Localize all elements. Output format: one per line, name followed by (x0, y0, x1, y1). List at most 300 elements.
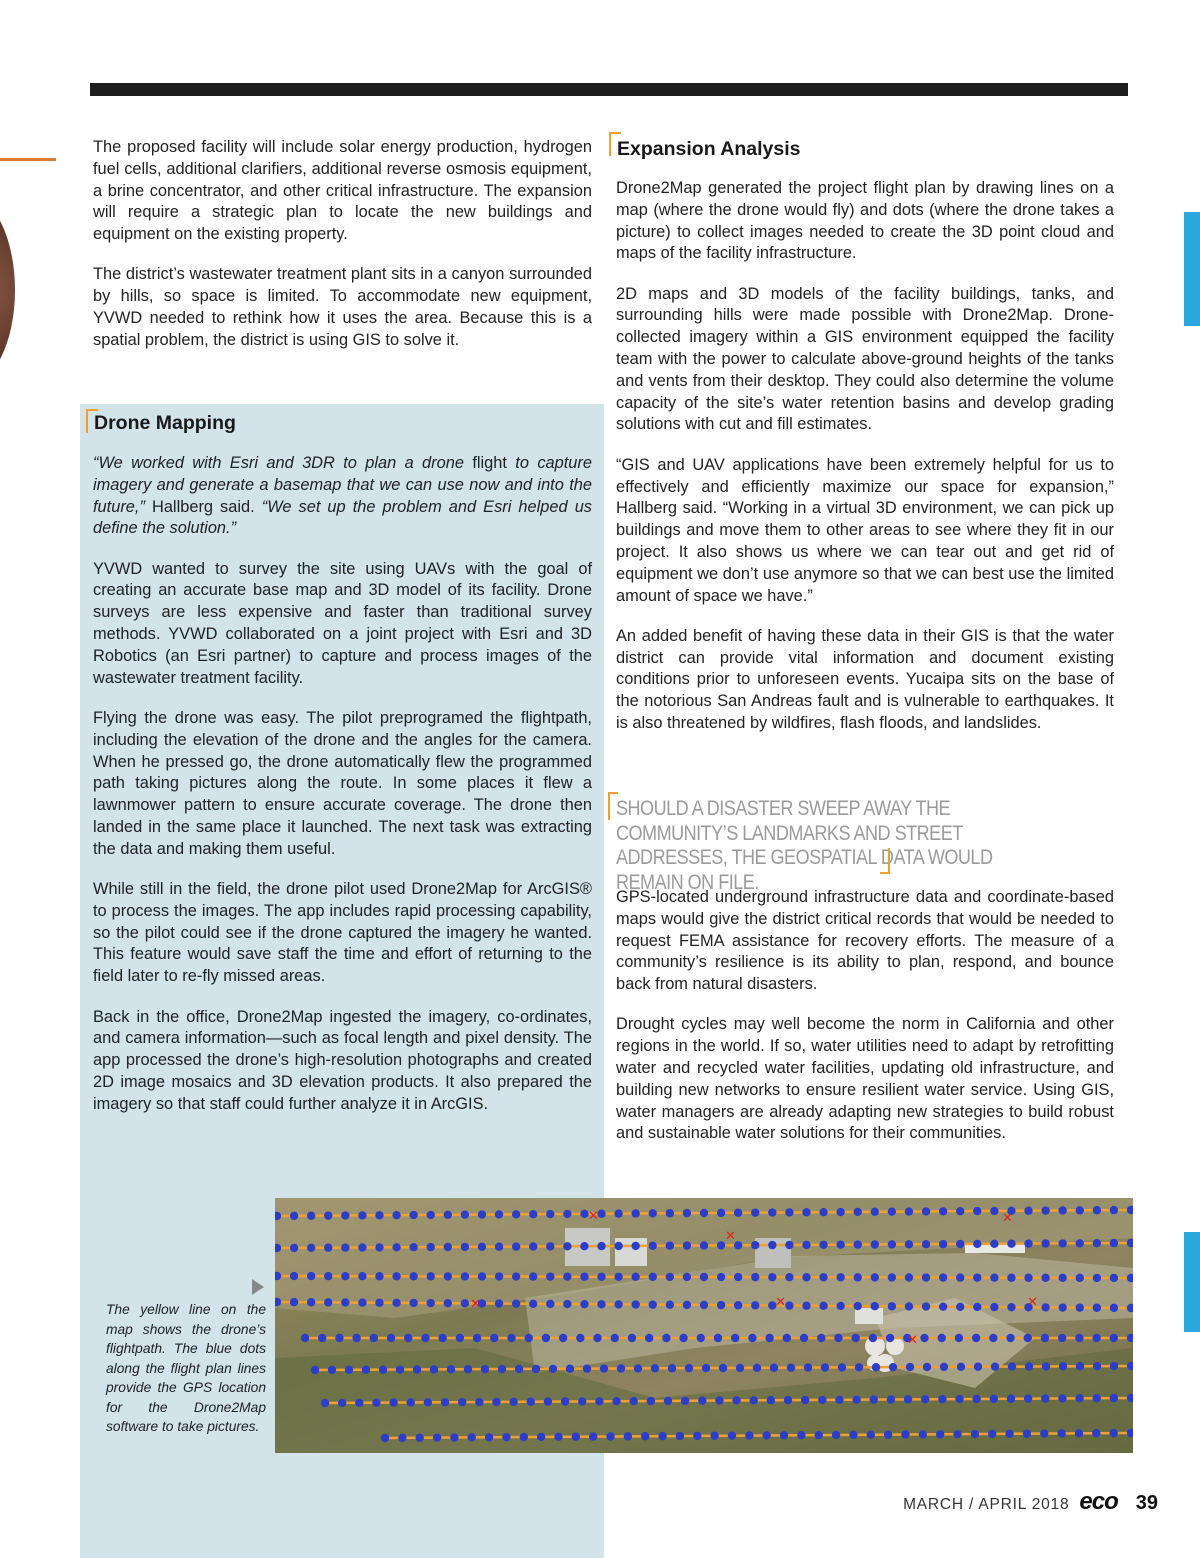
section-heading: Expansion Analysis (617, 138, 801, 160)
photo-dot (430, 1365, 438, 1373)
photo-dot (901, 1430, 909, 1438)
photo-dot (1075, 1394, 1083, 1402)
photo-dot (1058, 1334, 1066, 1342)
photo-dot (529, 1210, 537, 1218)
photo-dot (658, 1432, 666, 1440)
photo-dot (375, 1272, 383, 1280)
photo-dot (398, 1434, 406, 1442)
photo-dot (563, 1210, 571, 1218)
photo-dot (392, 1272, 400, 1280)
photo-dot (424, 1398, 432, 1406)
photo-dot (851, 1334, 859, 1342)
photo-dot (438, 1334, 446, 1342)
photo-dot (409, 1299, 417, 1307)
photo-dot (683, 1301, 691, 1309)
photo-dot (956, 1273, 964, 1281)
photo-dot (802, 1208, 810, 1216)
photo-dot (549, 1365, 557, 1373)
body-paragraph: YVWD wanted to survey the site using UAVs with the goal of creating an accurate base map and 3D model of its facility. Drone surveys are less expensive and faster than traditional survey methods. YVWD collaborated on a joint project with Esri and 3D Robotics (an Esri partner) to capture and process images of the wastewater treatment facility. (93, 559, 592, 687)
photo-dot (956, 1303, 964, 1311)
photo-dot (1110, 1334, 1118, 1342)
photo-dot (649, 1300, 657, 1308)
photo-dot (953, 1430, 961, 1438)
photo-dot (509, 1398, 517, 1406)
photo-dot (990, 1207, 998, 1215)
photo-dot (855, 1363, 863, 1371)
photo-dot (554, 1433, 562, 1441)
photo-dot (834, 1334, 842, 1342)
photo-dot (641, 1432, 649, 1440)
photo-dot (358, 1298, 366, 1306)
photo-dot (956, 1240, 964, 1248)
photo-dot (990, 1240, 998, 1248)
photo-dot (647, 1397, 655, 1405)
photo-dot (492, 1398, 500, 1406)
body-paragraph: 2D maps and 3D models of the facility buildings, tanks, and surrounding hills were made possible with Drone2Map. Drone-collected imagery within a GIS environment equipped the facility team with the power to calculate above-ground heights of the tanks and vents from their desktop. They could also determine the volume capacity of the site’s water retention basins and develop grading solutions with cut and fill estimates. (616, 284, 1114, 434)
photo-dot (566, 1365, 574, 1373)
photo-dot (341, 1211, 349, 1219)
photo-dot (854, 1302, 862, 1310)
photo-dot (301, 1334, 309, 1342)
photo-dot (1110, 1362, 1118, 1370)
photo-dot (736, 1364, 744, 1372)
photo-dot (1041, 1274, 1049, 1282)
photo-dot (409, 1211, 417, 1219)
photo-dot (649, 1273, 657, 1281)
photo-dot (631, 1209, 639, 1217)
photo-dot (715, 1396, 723, 1404)
photo-dot (989, 1334, 997, 1342)
photo-dot (498, 1365, 506, 1373)
photo-dot (515, 1365, 523, 1373)
photo-dot (679, 1334, 687, 1342)
photo-dot (1058, 1394, 1066, 1402)
caption-pointer-icon (252, 1279, 264, 1295)
photo-dot (1093, 1394, 1101, 1402)
photo-dot (409, 1243, 417, 1251)
photo-dot (666, 1273, 674, 1281)
photo-dot (624, 1432, 632, 1440)
photo-dot (307, 1272, 315, 1280)
photo-dot (767, 1396, 775, 1404)
photo-dot (1024, 1239, 1032, 1247)
photo-dot (1110, 1274, 1118, 1282)
photo-dot (854, 1273, 862, 1281)
photo-dot (886, 1334, 894, 1342)
photo-dot (872, 1363, 880, 1371)
photo-dot (512, 1272, 520, 1280)
photo-dot (887, 1395, 895, 1403)
top-rule (90, 83, 1128, 96)
photo-dot (512, 1242, 520, 1250)
photo-dot (328, 1366, 336, 1374)
photo-dot (370, 1334, 378, 1342)
photo-dot (768, 1273, 776, 1281)
photo-dot (546, 1300, 554, 1308)
photo-dot (1007, 1274, 1015, 1282)
photo-dot (1109, 1429, 1117, 1437)
photo-dot (710, 1432, 718, 1440)
sidebar-heading: Drone Mapping (94, 412, 236, 434)
orange-accent-rule (0, 158, 56, 161)
photo-dot (495, 1299, 503, 1307)
quote-attribution: Hallberg said. (144, 497, 262, 516)
photo-dot (956, 1207, 964, 1215)
photo-dot (753, 1364, 761, 1372)
photo-dot (751, 1208, 759, 1216)
waypoint-marker-icon: ✕ (588, 1209, 599, 1224)
photo-dot (906, 1363, 914, 1371)
photo-dot (495, 1210, 503, 1218)
quote-text: “We set up the problem and Esri helped us define the solution.” (93, 497, 593, 538)
photo-dot (512, 1299, 520, 1307)
page-footer (903, 1488, 1158, 1516)
photo-dot (802, 1241, 810, 1249)
photo-dot (1007, 1303, 1015, 1311)
section-tab-marker (1184, 212, 1200, 326)
photo-dot (375, 1211, 383, 1219)
photo-dot (447, 1365, 455, 1373)
photo-dot (324, 1244, 332, 1252)
photo-dot (1110, 1239, 1118, 1247)
photo-dot (780, 1431, 788, 1439)
quote-text: to capture imagery and generate a basemap that we can use now and into the future,” (93, 454, 592, 516)
photo-dot (1110, 1304, 1118, 1312)
photo-dot (854, 1208, 862, 1216)
photo-dot (542, 1334, 550, 1342)
photo-dot (821, 1363, 829, 1371)
photo-dot (525, 1334, 533, 1342)
photo-dot (375, 1243, 383, 1251)
photo-dot (502, 1433, 510, 1441)
photo-dot (938, 1395, 946, 1403)
photo-dot (559, 1334, 567, 1342)
photo-dot (664, 1397, 672, 1405)
photo-dot (988, 1430, 996, 1438)
photo-dot (922, 1302, 930, 1310)
photo-dot (572, 1433, 580, 1441)
photo-dot (889, 1363, 897, 1371)
photo-dot (698, 1396, 706, 1404)
photo-dot (819, 1241, 827, 1249)
photo-dot (765, 1334, 773, 1342)
photo-dot (870, 1395, 878, 1403)
photo-dot (396, 1365, 404, 1373)
photo-dot (478, 1210, 486, 1218)
photo-dot (444, 1299, 452, 1307)
photo-dot (955, 1334, 963, 1342)
photo-dot (797, 1431, 805, 1439)
photo-dot (631, 1242, 639, 1250)
photo-dot (495, 1272, 503, 1280)
photo-dot (990, 1395, 998, 1403)
photo-dot (444, 1211, 452, 1219)
photo-dot (884, 1430, 892, 1438)
photo-dot (971, 1430, 979, 1438)
photo-dot (311, 1366, 319, 1374)
photo-dot (520, 1433, 528, 1441)
photo-dot (1041, 1334, 1049, 1342)
photo-dot (441, 1398, 449, 1406)
photo-dot (1041, 1394, 1049, 1402)
photo-dot (1059, 1362, 1067, 1370)
photo-dot (905, 1273, 913, 1281)
aerial-map-image (275, 1198, 1133, 1453)
photo-dot (714, 1334, 722, 1342)
photo-dot (974, 1363, 982, 1371)
photo-dot (634, 1364, 642, 1372)
photo-dot (717, 1301, 725, 1309)
photo-dot (580, 1300, 588, 1308)
photo-dot (888, 1273, 896, 1281)
photo-dot (1040, 1429, 1048, 1437)
photo-dot (666, 1209, 674, 1217)
photo-dot (413, 1365, 421, 1373)
photo-dot (631, 1300, 639, 1308)
photo-dot (1076, 1239, 1084, 1247)
building (855, 1308, 883, 1324)
right-column-continued (616, 887, 1114, 1164)
photo-dot (450, 1433, 458, 1441)
photo-dot (290, 1212, 298, 1220)
photo-dot (324, 1211, 332, 1219)
photo-dot (475, 1398, 483, 1406)
waypoint-marker-icon: ✕ (775, 1295, 786, 1310)
photo-dot (355, 1399, 363, 1407)
photo-dot (700, 1241, 708, 1249)
body-paragraph: The district’s wastewater treatment plant sits in a canyon surrounded by hills, so space is limited. To accommodate new equipment, YVWD needed to rethink how it uses the area. Because this is a spatial problem, the district is using GIS to solve it. (93, 265, 592, 349)
photo-dot (649, 1242, 657, 1250)
photo-dot (785, 1301, 793, 1309)
photo-dot (817, 1334, 825, 1342)
magazine-logo: eco (1079, 1488, 1118, 1515)
photo-dot (836, 1302, 844, 1310)
photo-dot (936, 1430, 944, 1438)
photo-dot (1093, 1274, 1101, 1282)
photo-dot (920, 1334, 928, 1342)
photo-dot (1006, 1334, 1014, 1342)
photo-dot (478, 1243, 486, 1251)
photo-dot (372, 1398, 380, 1406)
photo-dot (427, 1243, 435, 1251)
photo-dot (341, 1272, 349, 1280)
photo-dot (1076, 1206, 1084, 1214)
photo-dot (611, 1334, 619, 1342)
photo-dot (338, 1399, 346, 1407)
photo-dot (415, 1434, 423, 1442)
photo-dot (666, 1242, 674, 1250)
photo-dot (464, 1365, 472, 1373)
photo-dot (583, 1364, 591, 1372)
photo-dot (849, 1431, 857, 1439)
photo-dot (1058, 1239, 1066, 1247)
photo-dot (871, 1302, 879, 1310)
photo-dot (973, 1240, 981, 1248)
photo-dot (561, 1397, 569, 1405)
photo-dot (1042, 1362, 1050, 1370)
photo-dot (444, 1243, 452, 1251)
photo-dot (307, 1298, 315, 1306)
photo-dot (1058, 1274, 1066, 1282)
photo-dot (700, 1273, 708, 1281)
photo-dot (358, 1272, 366, 1280)
photo-dot (404, 1334, 412, 1342)
photo-dot (578, 1397, 586, 1405)
photo-dot (832, 1431, 840, 1439)
photo-dot (352, 1334, 360, 1342)
photo-dot (1007, 1240, 1015, 1248)
photo-dot (628, 1334, 636, 1342)
photo-dot (717, 1209, 725, 1217)
photo-dot (589, 1432, 597, 1440)
photo-dot (991, 1362, 999, 1370)
photo-dot (379, 1365, 387, 1373)
photo-dot (1076, 1303, 1084, 1311)
photo-dot (461, 1210, 469, 1218)
photo-dot (819, 1208, 827, 1216)
photo-dot (427, 1272, 435, 1280)
body-paragraph: Drone2Map generated the project flight plan by drawing lines on a map (where the drone would fly) and dots (where the drone takes a picture) to collect images needed to create the 3D point cloud and maps of the facility infrastructure. (616, 179, 1114, 263)
photo-dot (456, 1334, 464, 1342)
photo-dot (836, 1273, 844, 1281)
photo-dot (593, 1334, 601, 1342)
photo-dot (409, 1272, 417, 1280)
photo-dot (1058, 1303, 1066, 1311)
photo-dot (1058, 1206, 1066, 1214)
photo-dot (838, 1363, 846, 1371)
photo-dot (473, 1334, 481, 1342)
photo-dot (529, 1242, 537, 1250)
photo-dot (683, 1241, 691, 1249)
photo-dot (427, 1211, 435, 1219)
photo-dot (922, 1207, 930, 1215)
photo-dot (580, 1273, 588, 1281)
photo-dot (940, 1363, 948, 1371)
waypoint-marker-icon: ✕ (470, 1297, 481, 1312)
photo-dot (768, 1208, 776, 1216)
photo-dot (614, 1209, 622, 1217)
sidebar-body (93, 453, 592, 1134)
photo-dot (852, 1396, 860, 1404)
photo-dot (904, 1395, 912, 1403)
photo-dot (546, 1272, 554, 1280)
photo-dot (649, 1209, 657, 1217)
photo-dot (871, 1240, 879, 1248)
photo-dot (546, 1210, 554, 1218)
photo-dot (783, 1334, 791, 1342)
photo-dot (527, 1398, 535, 1406)
photo-dot (923, 1363, 931, 1371)
photo-dot (973, 1273, 981, 1281)
photo-dot (1093, 1239, 1101, 1247)
photo-dot (732, 1396, 740, 1404)
photo-dot (1057, 1429, 1065, 1437)
photo-dot (668, 1364, 676, 1372)
photo-dot (802, 1273, 810, 1281)
photo-dot (681, 1397, 689, 1405)
photo-dot (905, 1302, 913, 1310)
photo-dot (629, 1397, 637, 1405)
photo-dot (614, 1242, 622, 1250)
photo-dot (458, 1398, 466, 1406)
photo-dot (307, 1212, 315, 1220)
photo-dot (815, 1431, 823, 1439)
photo-dot (1075, 1334, 1083, 1342)
photo-dot (662, 1334, 670, 1342)
photo-dot (1025, 1362, 1033, 1370)
photo-dot (939, 1240, 947, 1248)
photo-dot (905, 1240, 913, 1248)
photo-dot (321, 1399, 329, 1407)
quote-text: “We worked with Esri and 3DR to plan a drone (93, 454, 464, 472)
right-column (616, 178, 1114, 753)
photo-dot (871, 1208, 879, 1216)
photo-dot (728, 1431, 736, 1439)
photo-dot (461, 1243, 469, 1251)
body-paragraph: An added benefit of having these data in their GIS is that the water district can provide vital information and document existing conditions prior to unforeseen events. Yucaipa sits on the base of the notorious San Andreas fault and is vulnerable to earthquakes. It is also threatened by wildfires, flash floods, and landslides. (616, 626, 1114, 733)
photo-dot (955, 1395, 963, 1403)
photo-dot (507, 1334, 515, 1342)
photo-dot (802, 1302, 810, 1310)
photo-dot (717, 1273, 725, 1281)
photo-dot (785, 1208, 793, 1216)
photo-dot (683, 1273, 691, 1281)
photo-dot (1093, 1362, 1101, 1370)
photo-dot (922, 1240, 930, 1248)
photo-dot (751, 1301, 759, 1309)
photo-dot (666, 1301, 674, 1309)
photo-dot (389, 1398, 397, 1406)
photo-dot (836, 1208, 844, 1216)
photo-dot (468, 1433, 476, 1441)
photo-dot (433, 1433, 441, 1441)
photo-dot (990, 1273, 998, 1281)
photo-dot (1092, 1429, 1100, 1437)
photo-dot (731, 1334, 739, 1342)
photo-dot (801, 1396, 809, 1404)
photo-dot (751, 1241, 759, 1249)
photo-dot (495, 1243, 503, 1251)
photo-dot (702, 1364, 710, 1372)
photo-dot (546, 1242, 554, 1250)
waypoint-marker-icon: ✕ (1027, 1295, 1038, 1310)
photo-dot (819, 1273, 827, 1281)
photo-dot (1005, 1430, 1013, 1438)
photo-dot (734, 1273, 742, 1281)
photo-dot (800, 1334, 808, 1342)
photo-dot (324, 1298, 332, 1306)
photo-dot (1093, 1304, 1101, 1312)
photo-dot (1076, 1274, 1084, 1282)
photo-dot (1008, 1362, 1016, 1370)
photo-dot (1075, 1429, 1083, 1437)
photo-dot (563, 1242, 571, 1250)
body-paragraph: “GIS and UAV applications have been extremely helpful for us to effectively and efficiently maximize our space for expansion,” Hallberg said. “Working in a virtual 3D environment, we can pick up buildings and move them to other areas to see where they fit in our project. It also shows us where we can tear out and get rid of equipment we don’t use anymore so that we can best use the limited amount of space we have.” (616, 455, 1114, 605)
photo-dot (478, 1272, 486, 1280)
photo-dot (576, 1334, 584, 1342)
photo-dot (392, 1243, 400, 1251)
body-paragraph: Flying the drone was easy. The pilot preprogramed the flightpath, including the elevation of the drone and the angles for the camera. When he pressed go, the drone automatically flew the programmed path taking pictures along the route. In some places it flew a lawnmower pattern to ensure accurate coverage. The drone then landed in the same place it launched. The next task was extracting the data and making them useful. (93, 708, 592, 858)
photo-dot (341, 1243, 349, 1251)
photo-dot (392, 1211, 400, 1219)
body-paragraph: Back in the office, Drone2Map ingested the imagery, co-ordinates, and camera information—such as focal length and pixel density. The app processed the drone’s high-resolution photographs and created 2D image mosaics and 3D elevation products. It also prepared the imagery so that staff could further analyze it in ArcGIS. (93, 1007, 592, 1113)
photo-dot (1041, 1239, 1049, 1247)
photo-dot (407, 1398, 415, 1406)
photo-dot (290, 1272, 298, 1280)
photo-dot (1024, 1207, 1032, 1215)
photo-dot (719, 1364, 727, 1372)
photo-dot (683, 1209, 691, 1217)
